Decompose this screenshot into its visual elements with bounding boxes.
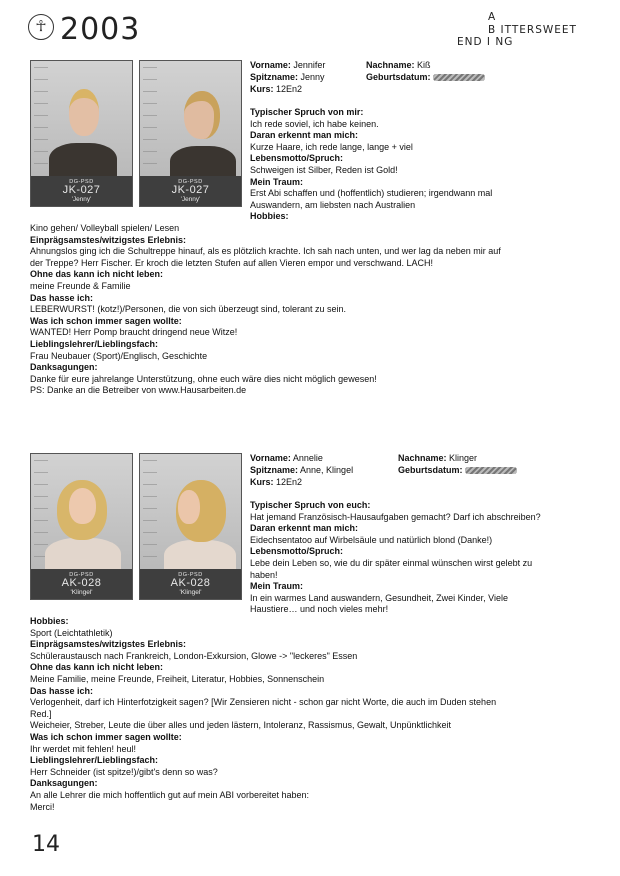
spruch-text: Ich rede soviel, ich habe keinen.	[250, 118, 379, 129]
spruch-label: Typischer Spruch von euch:	[250, 500, 371, 510]
motto-label: Lebensmotto/Spruch:	[250, 546, 344, 557]
hasse-text: LEBERWURST! (kotz!)/Personen, die von sich überzeugt sind, tolerant zu sein.	[30, 304, 346, 315]
hobbies-label: Hobbies:	[250, 211, 289, 222]
geburtsdatum-row: Geburtsdatum:	[398, 465, 517, 477]
traum-text: In ein warmes Land auswandern, Gesundheit, Zwei Kinder, Viele	[250, 592, 508, 603]
hobbies-text: Kino gehen/ Volleyball spielen/ Lesen	[30, 223, 180, 233]
kurs-row: Kurs: 12En2	[250, 84, 303, 94]
name-plate: DG-PSD AK-028 'Klingel'	[31, 569, 132, 599]
spruch-text: Hat jemand Französisch-Hausaufgaben gemacht? Darf ich abschreiben?	[250, 511, 541, 522]
traum-label: Mein Traum:	[250, 176, 304, 187]
dank-text: An alle Lehrer die mich hoffentlich gut auf mein ABI vorbereitet haben:	[30, 789, 310, 800]
year-title: 2003	[60, 12, 141, 47]
dank-text: Danke für eure jahrelange Unterstützung, ohne euch wäre dies nicht möglich gewesen!	[30, 373, 377, 384]
slogan-line-1: A	[488, 11, 497, 23]
dank-label: Danksagungen:	[30, 362, 98, 373]
spitzname-row: Spitzname: Jenny	[250, 72, 325, 82]
hasse-label: Das hasse ich:	[30, 292, 94, 303]
slogan-line-3: END I NG	[457, 36, 514, 48]
hasse-text: Weicheier, Streber, Leute die über alles und jeden lästern, Intoleranz, Rassismus, Gewalt, Unpünktlichkeit	[30, 720, 452, 731]
motto-text: Schweigen ist Silber, Reden ist Gold!	[250, 164, 398, 175]
lehrer-text: Herr Schneider (ist spitze!)/gibt's denn so was?	[30, 766, 218, 777]
page-number: 14	[32, 832, 60, 857]
erkennt-text: Kurze Haare, ich rede lange, lange + viel	[250, 141, 413, 152]
redacted-mark	[465, 467, 517, 474]
ohne-text: Meine Familie, meine Freunde, Freiheit, Literatur, Hobbies, Sonnenschein	[30, 673, 325, 684]
hobbies-text: Sport (Leichtathletik)	[30, 627, 113, 638]
hasse-text: Red.]	[30, 708, 52, 719]
motto-text: Lebe dein Leben so, wie du dir später einmal wünschen wirst gelebt zu	[250, 557, 533, 568]
motto-label: Lebensmotto/Spruch:	[250, 153, 344, 164]
redacted-mark	[433, 74, 485, 81]
hobbies-label: Hobbies:	[30, 616, 69, 626]
spitzname-row: Spitzname: Anne, Klingel	[250, 465, 354, 475]
lehrer-label: Lieblingslehrer/Lieblingsfach:	[30, 338, 159, 349]
name-plate: DG-PSD AK-028 'Klingel'	[140, 569, 241, 599]
hasse-label: Das hasse ich:	[30, 685, 94, 696]
mugshot-profile	[139, 453, 242, 600]
nachname-row: Nachname: Klinger	[398, 453, 478, 463]
ohne-label: Ohne das kann ich nicht leben:	[30, 662, 164, 673]
name-plate: DG-PSD JK-027 'Jenny'	[140, 176, 241, 206]
mugshot-front	[30, 60, 133, 207]
dank-text: Merci!	[30, 801, 55, 812]
sagen-text: WANTED! Herr Pomp braucht dringend neue Witze!	[30, 327, 238, 338]
dank-label: Danksagungen:	[30, 778, 98, 789]
lehrer-label: Lieblingslehrer/Lieblingsfach:	[30, 755, 159, 766]
sagen-text: Ihr werdet mit fehlen! heul!	[30, 743, 137, 754]
sagen-label: Was ich schon immer sagen wollte:	[30, 315, 182, 326]
erlebnis-label: Einprägsamstes/witzigstes Erlebnis:	[30, 639, 187, 650]
mugshot-profile	[139, 60, 242, 207]
nachname-row: Nachname: Kiß	[366, 60, 431, 70]
traum-text: Haustiere… und noch vieles mehr!	[250, 604, 389, 615]
kurs-row: Kurs: 12En2	[250, 477, 303, 487]
spruch-label: Typischer Spruch von mir:	[250, 107, 364, 117]
traum-text: Auswandern, am liebsten nach Australien	[250, 199, 416, 210]
erlebnis-label: Einprägsamstes/witzigstes Erlebnis:	[30, 234, 187, 245]
mugshot-front	[30, 453, 133, 600]
profile-2-main-text	[30, 616, 496, 813]
erlebnis-text: der Treppe? Herr Fischer. Er kroch die letzten Stufen auf allen Vieren empor und verschwand. LACH!	[30, 257, 434, 268]
sagen-label: Was ich schon immer sagen wollte:	[30, 731, 182, 742]
profile-1-side-text	[250, 107, 492, 223]
profile-1-main-text	[30, 223, 501, 397]
vorname-row: Vorname: Annelie	[250, 453, 323, 463]
motto-text: haben!	[250, 569, 278, 580]
slogan-line-2: B ITTERSWEET	[488, 24, 577, 36]
erkennt-label: Daran erkennt man mich:	[250, 523, 359, 534]
erlebnis-text: Ahnungslos ging ich die Schultreppe hinauf, als es plötzlich krachte. Ich sah nach unten, und wer lag da neben mir auf	[30, 246, 501, 257]
erkennt-text: Eidechsentatoo auf Wirbelsäule und natürlich blond (Danke!)	[250, 534, 493, 545]
lehrer-text: Frau Neubauer (Sport)/Englisch, Geschichte	[30, 350, 208, 361]
traum-text: Erst Abi schaffen und (hoffentlich) studieren; irgendwann mal	[250, 188, 493, 199]
vorname-row: Vorname: Jennifer	[250, 60, 326, 70]
profile-2-side-text	[250, 500, 541, 616]
dank-text: PS: Danke an die Betreiber von www.Hausarbeiten.de	[30, 385, 247, 396]
geburtsdatum-row: Geburtsdatum:	[366, 72, 485, 84]
logo-icon: ☥	[28, 14, 54, 40]
hasse-text: Verlogenheit, darf ich Hinterfotzigkeit sagen? [Wir Zensieren nicht - schon gar nicht Worte, die auch im Duden stehen	[30, 697, 497, 708]
ohne-label: Ohne das kann ich nicht leben:	[30, 269, 164, 280]
erkennt-label: Daran erkennt man mich:	[250, 130, 359, 141]
erlebnis-text: Schüleraustausch nach Frankreich, London-Exkursion, Glowe -> "leckeres" Essen	[30, 650, 358, 661]
ohne-text: meine Freunde & Familie	[30, 280, 131, 291]
traum-label: Mein Traum:	[250, 581, 304, 592]
name-plate: DG-PSD JK-027 'Jenny'	[31, 176, 132, 206]
